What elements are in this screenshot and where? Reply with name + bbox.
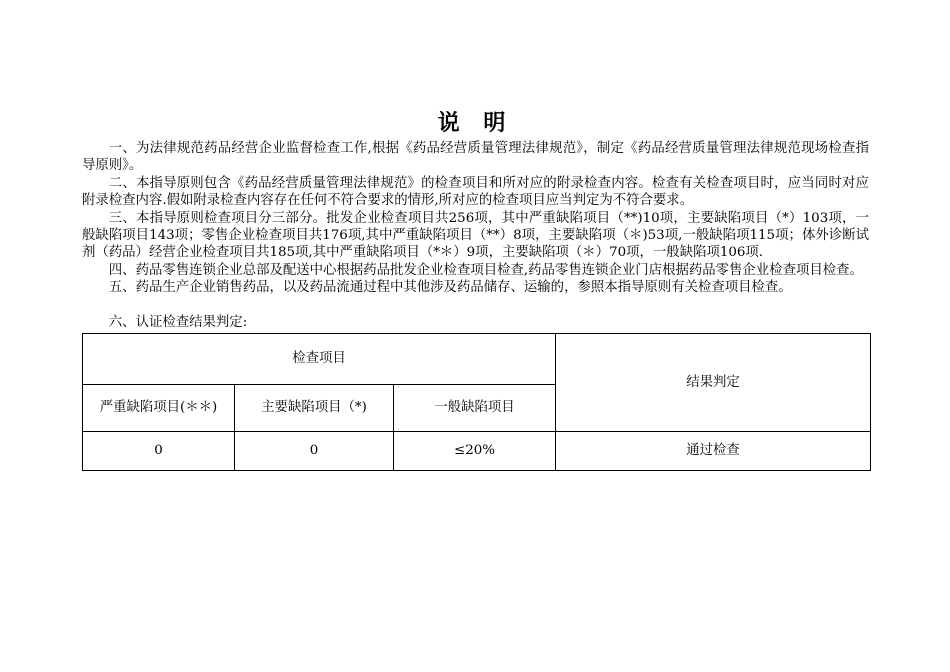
table-header-row <box>83 334 871 385</box>
paragraph-1: 一、为法律规范药品经营企业监督检查工作,根据《药品经营质量管理法律规范》，制定《药品经营质量管理法律规范现场检查指导原则》。 <box>82 141 869 174</box>
subheader-major: 主要缺陷项目（*) <box>235 385 394 432</box>
section-six-heading: 六、认证检查结果判定: <box>108 314 248 330</box>
page-title: 说 明 <box>437 111 514 136</box>
paragraph-2: 二、本指导原则包含《药品经营质量管理法律规范》的检查项目和所对应的附录检查内容。检查有关检查项目时，应当同时对应附录检查内容.假如附录检查内容存在任何不符合要求的情形,所对应的检查项目应当判定为不符合要求。 <box>82 175 869 209</box>
cell-major-value: 0 <box>235 432 394 471</box>
header-check-items: 检查项目 <box>83 334 556 385</box>
cell-critical-value: 0 <box>83 432 235 471</box>
document-page <box>82 108 869 471</box>
subheader-critical: 严重缺陷项目(＊＊) <box>83 385 235 432</box>
result-table <box>82 333 871 471</box>
header-result: 结果判定 <box>556 334 871 432</box>
paragraph-5: 五、药品生产企业销售药品，以及药品流通过程中其他涉及药品储存、运输的，参照本指导原则有关检查项目检查。 <box>108 280 792 296</box>
subheader-general: 一般缺陷项目 <box>394 385 556 432</box>
paragraph-4: 四、药品零售连锁企业总部及配送中心根据药品批发企业检查项目检查,药品零售连锁企业门店根据药品零售企业检查项目检查。 <box>108 262 863 278</box>
paragraph-3: 三、本指导原则检查项目分三部分。批发企业检查项目共256项，其中严重缺陷项目（**)10项，主要缺陷项目（*）103项，一般缺陷项目143项；零售企业检查项目共176项,其中严重缺陷项目（**）8项，主要缺陷项（＊)53项,一般缺陷项115项；体外诊断试剂（药品）经营企业检查项目共185项,其中严重缺陷项目（*＊）9项，主要缺陷项（＊）70项，一般缺陷项106项. <box>82 210 869 261</box>
table-row <box>83 432 871 471</box>
cell-result-value: 通过检查 <box>556 432 871 471</box>
cell-general-value: ≤20% <box>394 432 556 471</box>
